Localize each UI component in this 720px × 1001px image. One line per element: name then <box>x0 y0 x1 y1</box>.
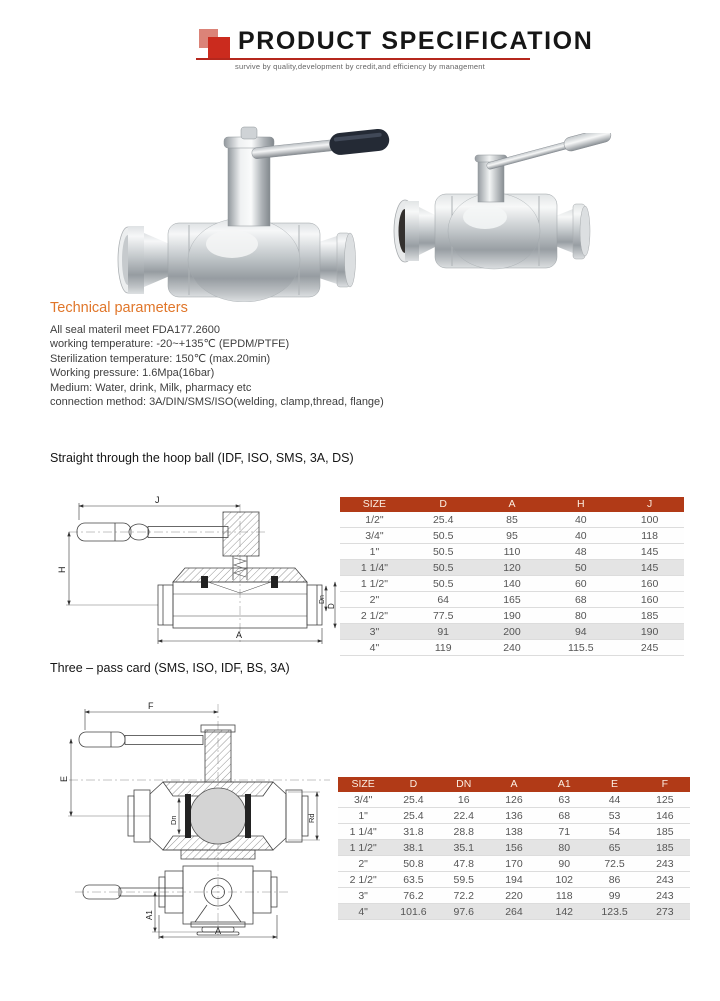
column-header: E <box>589 777 639 792</box>
table-row <box>338 888 690 904</box>
table-cell: 160 <box>615 592 684 608</box>
dim-label-J: J <box>155 495 160 505</box>
column-header: SIZE <box>338 777 388 792</box>
table-cell: 126 <box>489 792 539 808</box>
parameter-line: connection method: 3A/DIN/SMS/ISO(welding, clamp,thread, flange) <box>50 396 384 409</box>
column-header: A1 <box>539 777 589 792</box>
table-cell: 22.4 <box>439 808 489 824</box>
table-row <box>338 824 690 840</box>
column-header: F <box>640 777 690 792</box>
table-cell: 100 <box>615 512 684 528</box>
table-cell: 273 <box>640 904 690 920</box>
dim-label-A: A <box>215 926 222 936</box>
technical-drawing-three-pass <box>55 692 340 940</box>
table-cell: 60 <box>546 576 615 592</box>
table-cell: 28.8 <box>439 824 489 840</box>
table-cell: 59.5 <box>439 872 489 888</box>
table-header-row <box>340 497 684 512</box>
dim-label-Dn: Dn <box>319 595 326 604</box>
table-cell: 194 <box>489 872 539 888</box>
table-cell: 25.4 <box>388 808 438 824</box>
column-header: A <box>478 497 547 512</box>
dim-label-Rd: Rd <box>307 813 316 823</box>
table-cell: 50.5 <box>409 576 478 592</box>
table-header-row <box>338 777 690 792</box>
parameter-line: All seal materil meet FDA177.2600 <box>50 324 220 336</box>
table-cell: 3" <box>338 888 388 904</box>
table-row <box>340 544 684 560</box>
table-cell: 48 <box>546 544 615 560</box>
dim-label-Dn: Dn <box>169 815 178 825</box>
table-cell: 77.5 <box>409 608 478 624</box>
table-row <box>340 560 684 576</box>
table-cell: 115.5 <box>546 640 615 656</box>
table-cell: 145 <box>615 560 684 576</box>
table-cell: 72.5 <box>589 856 639 872</box>
table-cell: 142 <box>539 904 589 920</box>
table-cell: 123.5 <box>589 904 639 920</box>
table-cell: 50.5 <box>409 560 478 576</box>
table-cell: 140 <box>478 576 547 592</box>
dim-label-F: F <box>148 701 154 711</box>
table-cell: 190 <box>615 624 684 640</box>
table-row <box>340 640 684 656</box>
table-cell: 31.8 <box>388 824 438 840</box>
technical-parameters-heading: Technical parameters <box>50 300 188 316</box>
table-cell: 68 <box>546 592 615 608</box>
table-cell: 63.5 <box>388 872 438 888</box>
table-cell: 200 <box>478 624 547 640</box>
table-cell: 1 1/2" <box>340 576 409 592</box>
table-cell: 53 <box>589 808 639 824</box>
table-cell: 50.5 <box>409 544 478 560</box>
dim-label-A: A <box>236 630 243 640</box>
table-cell: 95 <box>478 528 547 544</box>
table-cell: 125 <box>640 792 690 808</box>
table-cell: 102 <box>539 872 589 888</box>
table-cell: 160 <box>615 576 684 592</box>
table-cell: 118 <box>615 528 684 544</box>
table-cell: 71 <box>539 824 589 840</box>
table-cell: 86 <box>589 872 639 888</box>
table-cell: 185 <box>615 608 684 624</box>
table-cell: 3/4" <box>340 528 409 544</box>
dim-label-A1: A1 <box>145 910 154 920</box>
table-cell: 4" <box>338 904 388 920</box>
table-cell: 243 <box>640 856 690 872</box>
table-cell: 54 <box>589 824 639 840</box>
table-cell: 97.6 <box>439 904 489 920</box>
table-cell: 264 <box>489 904 539 920</box>
table-cell: 119 <box>409 640 478 656</box>
parameter-line: Working pressure: 1.6Mpa(16bar) <box>50 367 215 380</box>
table-cell: 76.2 <box>388 888 438 904</box>
table-cell: 94 <box>546 624 615 640</box>
table-cell: 138 <box>489 824 539 840</box>
table-cell: 38.1 <box>388 840 438 856</box>
table-cell: 1" <box>338 808 388 824</box>
table-cell: 2 1/2" <box>338 872 388 888</box>
table-cell: 2 1/2" <box>340 608 409 624</box>
table-cell: 1/2" <box>340 512 409 528</box>
table-cell: 110 <box>478 544 547 560</box>
table-cell: 25.4 <box>409 512 478 528</box>
three-pass-valve-dimensions-table <box>338 777 690 920</box>
company-tagline: survive by quality,development by credit,and efficiency by management <box>235 62 485 71</box>
table-row <box>338 808 690 824</box>
table-cell: 3/4" <box>338 792 388 808</box>
table-cell: 44 <box>589 792 639 808</box>
table-cell: 1" <box>340 544 409 560</box>
table-cell: 156 <box>489 840 539 856</box>
section-title-three-pass: Three – pass card (SMS, ISO, IDF, BS, 3A) <box>50 661 290 675</box>
table-cell: 64 <box>409 592 478 608</box>
dim-label-E: E <box>59 775 69 782</box>
table-cell: 63 <box>539 792 589 808</box>
table-cell: 170 <box>489 856 539 872</box>
table-cell: 72.2 <box>439 888 489 904</box>
table-row <box>338 872 690 888</box>
valve-photo-left <box>92 110 392 302</box>
table-cell: 2" <box>338 856 388 872</box>
table-cell: 40 <box>546 512 615 528</box>
table-cell: 80 <box>546 608 615 624</box>
straight-valve-dimensions-table <box>340 497 684 656</box>
table-cell: 240 <box>478 640 547 656</box>
column-header: SIZE <box>340 497 409 512</box>
title-underline <box>196 58 530 60</box>
table-cell: 91 <box>409 624 478 640</box>
table-cell: 145 <box>615 544 684 560</box>
table-cell: 99 <box>589 888 639 904</box>
table-cell: 118 <box>539 888 589 904</box>
table-cell: 4" <box>340 640 409 656</box>
table-cell: 80 <box>539 840 589 856</box>
table-row <box>340 528 684 544</box>
table-cell: 243 <box>640 872 690 888</box>
table-cell: 146 <box>640 808 690 824</box>
table-cell: 245 <box>615 640 684 656</box>
technical-parameters-section <box>50 300 470 409</box>
table-cell: 101.6 <box>388 904 438 920</box>
section-title-straight: Straight through the hoop ball (IDF, ISO, SMS, 3A, DS) <box>50 451 354 465</box>
table-cell: 120 <box>478 560 547 576</box>
page-title: PRODUCT SPECIFICATION <box>238 27 594 55</box>
dim-label-D: D <box>327 603 336 609</box>
table-cell: 40 <box>546 528 615 544</box>
table-row <box>338 792 690 808</box>
logo-front-square-icon <box>208 37 230 59</box>
dim-label-H: H <box>57 566 67 573</box>
table-row <box>340 608 684 624</box>
parameter-line: Medium: Water, drink, Milk, pharmacy etc <box>50 381 252 394</box>
column-header: D <box>409 497 478 512</box>
table-cell: 25.4 <box>388 792 438 808</box>
table-cell: 185 <box>640 824 690 840</box>
table-cell: 65 <box>589 840 639 856</box>
table-cell: 185 <box>640 840 690 856</box>
column-header: J <box>615 497 684 512</box>
table-cell: 1 1/4" <box>340 560 409 576</box>
column-header: DN <box>439 777 489 792</box>
table-cell: 68 <box>539 808 589 824</box>
table-cell: 243 <box>640 888 690 904</box>
table-cell: 1 1/4" <box>338 824 388 840</box>
column-header: D <box>388 777 438 792</box>
table-cell: 50.8 <box>388 856 438 872</box>
table-cell: 47.8 <box>439 856 489 872</box>
table-cell: 90 <box>539 856 589 872</box>
column-header: H <box>546 497 615 512</box>
technical-drawing-straight <box>55 490 340 648</box>
table-cell: 50 <box>546 560 615 576</box>
table-row <box>340 512 684 528</box>
table-cell: 190 <box>478 608 547 624</box>
table-cell: 35.1 <box>439 840 489 856</box>
parameter-line: Sterilization temperature: 150℃ (max.20min) <box>50 352 271 365</box>
table-cell: 1 1/2" <box>338 840 388 856</box>
valve-photo-right <box>375 133 625 293</box>
table-cell: 165 <box>478 592 547 608</box>
table-row <box>338 856 690 872</box>
table-row <box>340 576 684 592</box>
parameter-line: working temperature: -20~+135℃ (EPDM/PTFE) <box>50 338 290 351</box>
table-cell: 2" <box>340 592 409 608</box>
table-row <box>340 624 684 640</box>
table-cell: 220 <box>489 888 539 904</box>
table-row <box>340 592 684 608</box>
table-cell: 16 <box>439 792 489 808</box>
table-cell: 50.5 <box>409 528 478 544</box>
table-cell: 3" <box>340 624 409 640</box>
table-cell: 136 <box>489 808 539 824</box>
table-row <box>338 840 690 856</box>
column-header: A <box>489 777 539 792</box>
table-cell: 85 <box>478 512 547 528</box>
table-row <box>338 904 690 920</box>
